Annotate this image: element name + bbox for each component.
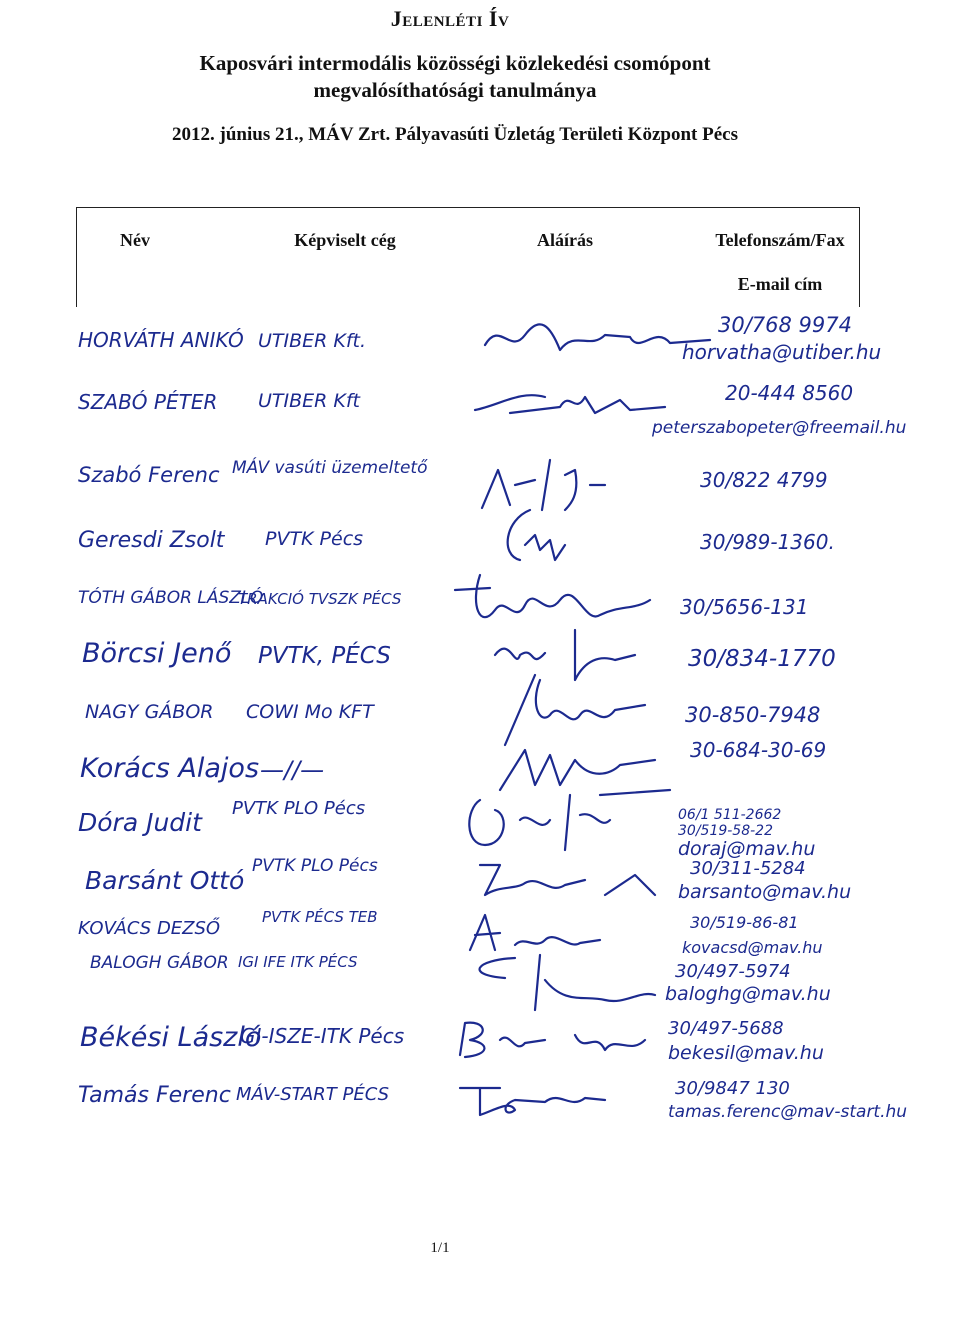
attendee-phone: 30/9847 130 xyxy=(675,1078,790,1099)
attendee-name: Korács Alajos xyxy=(80,753,260,784)
header-email: E-mail cím xyxy=(737,274,823,294)
attendee-company: IGI IFE ITK PÉCS xyxy=(238,953,358,971)
attendee-company: MÁV-START PÉCS xyxy=(236,1084,390,1105)
attendee-name: NAGY GÁBOR xyxy=(85,701,214,723)
signature-image xyxy=(495,670,655,750)
attendee-company: PVTK Pécs xyxy=(265,528,364,550)
attendee-phone: 30/989-1360. xyxy=(700,530,835,554)
signature-image xyxy=(455,1080,615,1120)
header-signature: Aláírás xyxy=(537,230,593,250)
attendee-email: horvatha@utiber.hu xyxy=(682,340,882,364)
attendee-name: HORVÁTH ANIKÓ xyxy=(78,328,244,352)
signature-image xyxy=(465,855,665,905)
attendee-name: BALOGH GÁBOR xyxy=(90,953,229,973)
attendee-name: TÓTH GÁBOR LÁSZLÓ xyxy=(78,588,264,608)
attendee-phone: 30/822 4799 xyxy=(700,468,828,492)
document-subtitle xyxy=(0,50,910,104)
attendee-company: PVTK PÉCS TEB xyxy=(262,908,378,926)
attendee-name: Szabó Ferenc xyxy=(78,463,220,487)
attendee-name: Barsánt Ottó xyxy=(85,866,245,895)
attendee-name: KOVÁCS DEZSŐ xyxy=(78,918,221,939)
attendee-name: Dóra Judit xyxy=(78,808,202,837)
page-number: 1/1 xyxy=(430,1240,450,1256)
attendee-email: tamas.ferenc@mav-start.hu xyxy=(668,1102,908,1122)
attendee-company: MÁV vasúti üzemeltető xyxy=(232,458,428,478)
attendee-phone: 20-444 8560 xyxy=(725,381,854,405)
attendee-email: kovacsd@mav.hu xyxy=(682,938,823,957)
attendee-company: UTIBER Kft xyxy=(258,390,360,412)
page-title: Jelenléti Ív xyxy=(390,6,510,31)
attendee-phone: 30/519-86-81 xyxy=(690,913,799,932)
attendee-email: doraj@mav.hu xyxy=(678,838,816,860)
subtitle-line-1: Kaposvári intermodális közösségi közlekedési csomópont xyxy=(199,51,711,75)
attendee-phone: 30/497-5974 xyxy=(675,961,791,982)
attendee-company: PVTK PLO Pécs xyxy=(232,798,366,819)
attendee-company: TRAKCIÓ TVSZK PÉCS xyxy=(238,590,402,608)
attendee-phone: 30/497-5688 xyxy=(668,1018,784,1039)
attendee-phone: 30/5656-131 xyxy=(680,595,809,619)
attendee-email: peterszabopeter@freemail.hu xyxy=(652,418,907,438)
attendee-company: GI-ISZE-ITK Pécs xyxy=(240,1024,405,1048)
attendee-email: bekesil@mav.hu xyxy=(668,1042,824,1064)
header-company: Képviselt cég xyxy=(294,230,396,250)
attendee-email: baloghg@mav.hu xyxy=(665,983,831,1005)
attendee-company: PVTK PLO Pécs xyxy=(252,856,378,876)
attendee-phone: 06/1 511-2662 xyxy=(678,807,782,823)
attendee-company: COWI Mo KFT xyxy=(246,701,374,723)
attendee-name: Geresdi Zsolt xyxy=(78,528,225,553)
attendee-company: UTIBER Kft. xyxy=(258,330,367,352)
signature-image xyxy=(490,505,590,570)
attendee-phone: 30-684-30-69 xyxy=(690,738,827,762)
attendee-company: PVTK, PÉCS xyxy=(258,643,391,669)
attendee-phone: 30-850-7948 xyxy=(685,703,821,727)
attendee-name: SZABÓ PÉTER xyxy=(78,390,218,414)
attendee-name: Békési László xyxy=(80,1022,262,1053)
signature-image xyxy=(460,790,630,855)
attendee-phone: 30/834-1770 xyxy=(688,646,836,672)
attendee-phone-secondary: 30/519-58-22 xyxy=(678,823,773,839)
signature-image xyxy=(455,950,665,1015)
attendee-phone: 30/768 9974 xyxy=(718,313,852,337)
attendee-name: Börcsi Jenő xyxy=(82,638,232,669)
attendee-company: —//— xyxy=(260,756,325,784)
signature-image xyxy=(470,385,670,420)
attendee-email: barsanto@mav.hu xyxy=(678,881,852,903)
meeting-info: 2012. június 21., MÁV Zrt. Pályavasúti Üzletág Területi Központ Pécs xyxy=(172,124,738,145)
signature-image xyxy=(455,905,635,955)
header-name: Név xyxy=(120,230,150,250)
attendee-phone: 30/311-5284 xyxy=(690,858,806,879)
signature-image xyxy=(455,1015,655,1060)
subtitle-line-2: megvalósíthatósági tanulmánya xyxy=(313,78,597,102)
header-phone: Telefonszám/Fax xyxy=(715,230,845,250)
attendee-name: Tamás Ferenc xyxy=(78,1083,231,1108)
